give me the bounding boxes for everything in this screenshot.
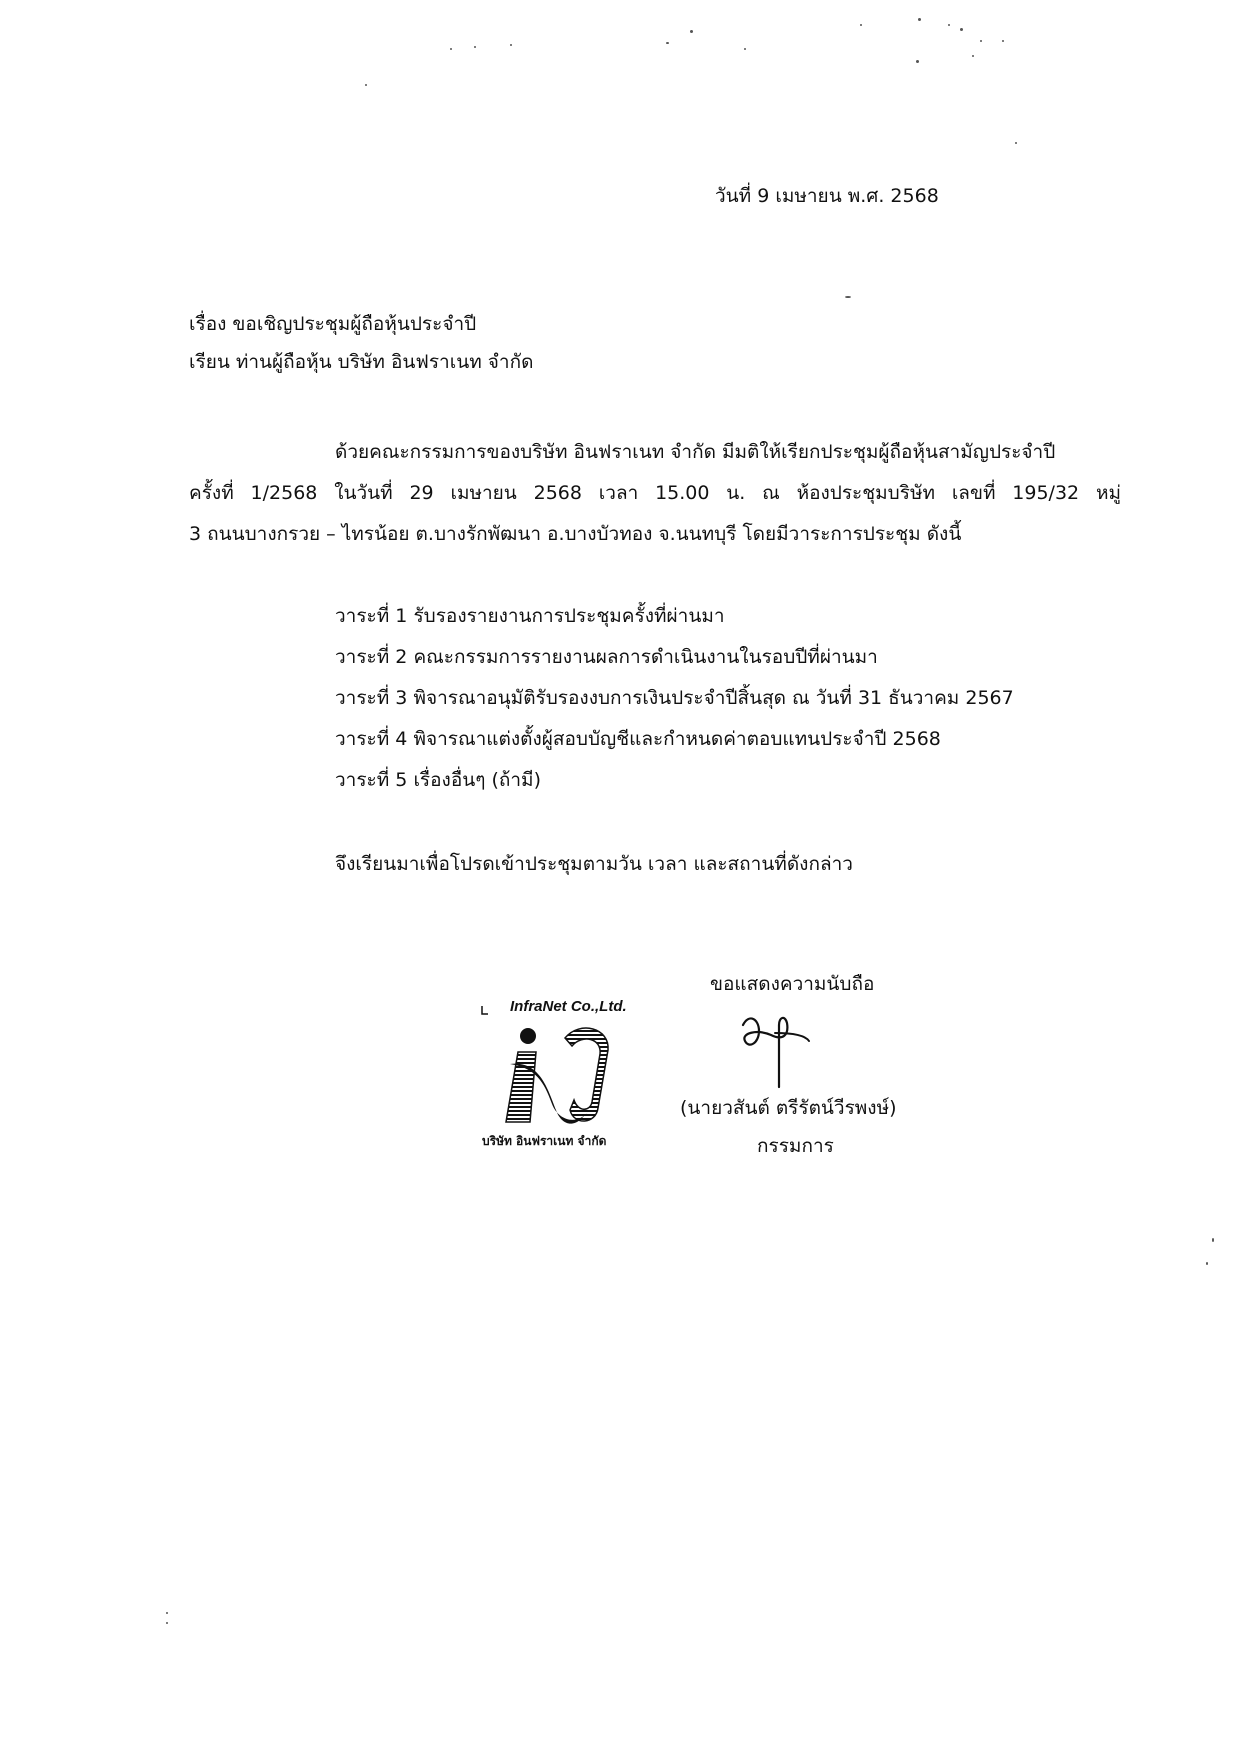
scan-speck bbox=[972, 55, 974, 57]
handwritten-signature-icon bbox=[735, 1005, 830, 1100]
scan-speck bbox=[960, 28, 963, 31]
scan-speck bbox=[510, 44, 512, 46]
scan-speck bbox=[980, 40, 982, 42]
letter-date: วันที่ 9 เมษายน พ.ศ. 2568 bbox=[715, 185, 939, 207]
signer-name: (นายวสันต์ ตรีรัตน์วีรพงษ์) bbox=[680, 1097, 897, 1119]
body-line: ด้วยคณะกรรมการของบริษัท อินฟราเนท จำกัด มีมติให้เรียกประชุมผู้ถือหุ้นสามัญประจำปี bbox=[335, 441, 1056, 463]
agenda-item: วาระที่ 5 เรื่องอื่นๆ (ถ้ามี) bbox=[335, 769, 541, 791]
scan-speck bbox=[918, 18, 921, 21]
body-line: 3 ถนนบางกรวย – ไทรน้อย ต.บางรักพัฒนา อ.บางบัวทอง จ.นนทบุรี โดยมีวาระการประชุม ดังนี้ bbox=[189, 523, 962, 545]
letter-closing: จึงเรียนมาเพื่อโปรดเข้าประชุมตามวัน เวลา และสถานที่ดังกล่าว bbox=[335, 853, 853, 875]
scan-speck bbox=[690, 30, 693, 33]
agenda-item: วาระที่ 1 รับรองรายงานการประชุมครั้งที่ผ่านมา bbox=[335, 605, 725, 627]
scan-speck bbox=[845, 296, 851, 298]
scan-speck bbox=[365, 84, 367, 86]
scan-speck bbox=[1015, 142, 1017, 144]
letter-regards: ขอแสดงความนับถือ bbox=[710, 973, 875, 995]
scan-speck bbox=[474, 46, 476, 48]
scan-speck bbox=[166, 1622, 168, 1624]
scan-speck bbox=[1002, 40, 1004, 42]
letter-subject: เรื่อง ขอเชิญประชุมผู้ถือหุ้นประจำปี bbox=[189, 313, 477, 335]
agenda-item: วาระที่ 4 พิจารณาแต่งตั้งผู้สอบบัญชีและกำหนดค่าตอบแทนประจำปี 2568 bbox=[335, 728, 941, 750]
company-thai-name: บริษัท อินฟราเนท จำกัด bbox=[482, 1134, 607, 1148]
scan-speck bbox=[166, 1612, 168, 1614]
scan-speck bbox=[860, 24, 862, 26]
scan-speck bbox=[450, 48, 452, 50]
letter-body bbox=[189, 432, 1121, 555]
scan-speck bbox=[948, 24, 950, 26]
agenda-item: วาระที่ 2 คณะกรรมการรายงานผลการดำเนินงานในรอบปีที่ผ่านมา bbox=[335, 646, 878, 668]
signer-position: กรรมการ bbox=[757, 1135, 834, 1157]
scan-speck bbox=[1212, 1238, 1214, 1242]
agenda-list bbox=[335, 596, 1014, 801]
letter-addressee: เรียน ท่านผู้ถือหุ้น บริษัท อินฟราเนท จำกัด bbox=[189, 351, 534, 373]
scan-speck bbox=[666, 42, 669, 44]
scan-speck bbox=[916, 60, 919, 63]
scan-speck bbox=[1206, 1262, 1208, 1265]
body-line: ครั้งที่ 1/2568 ในวันที่ 29 เมษายน 2568 เวลา 15.00 น. ณ ห้องประชุมบริษัท เลขที่ 195/32 หมู่ bbox=[189, 482, 1121, 504]
scan-speck bbox=[744, 48, 746, 50]
agenda-item: วาระที่ 3 พิจารณาอนุมัติรับรองงบการเงินประจำปีสิ้นสุด ณ วันที่ 31 ธันวาคม 2567 bbox=[335, 687, 1014, 709]
company-english-name: InfraNet Co.,Ltd. bbox=[510, 998, 627, 1015]
